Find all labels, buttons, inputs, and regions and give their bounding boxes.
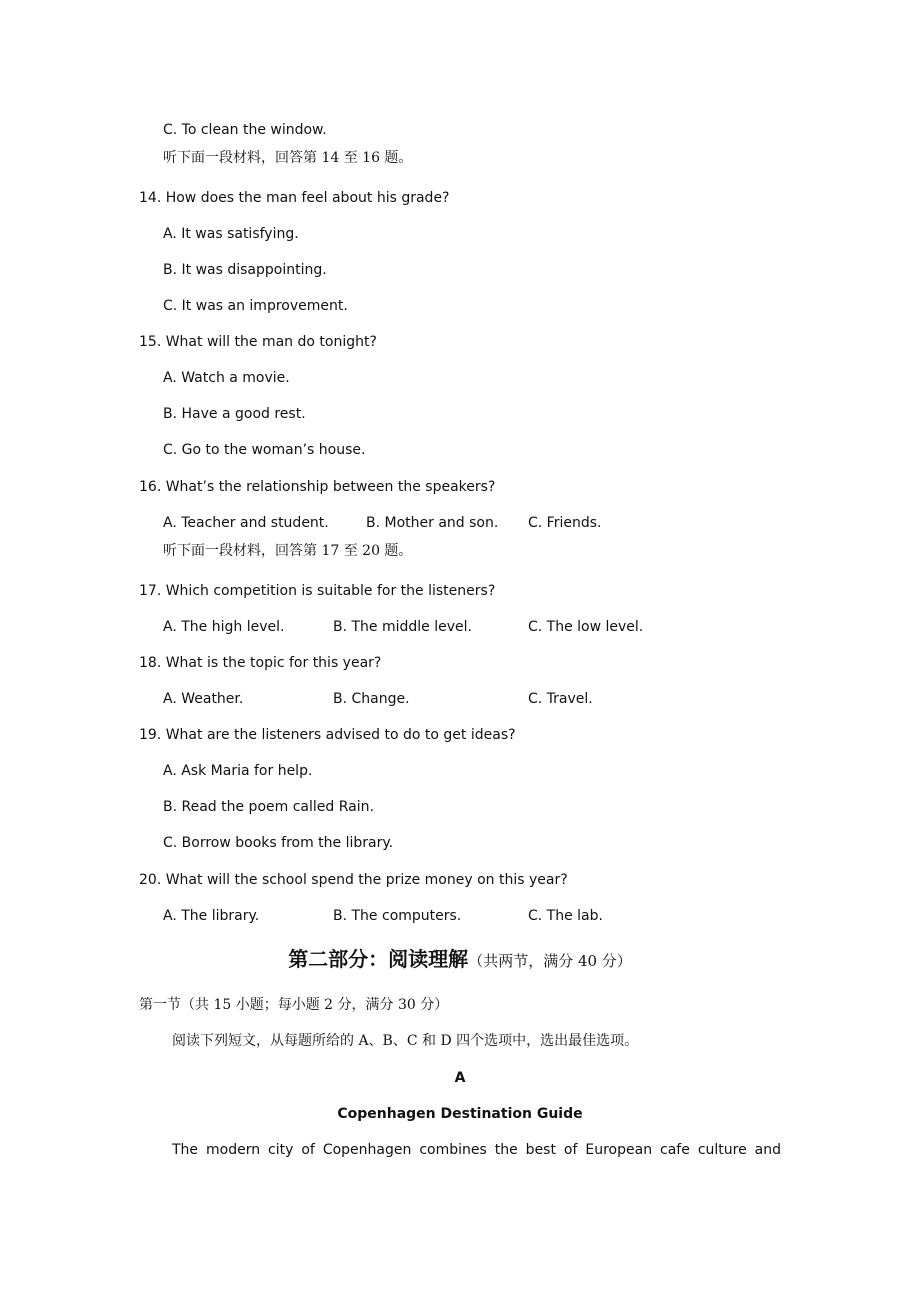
question-17: 17. Which competition is suitable for the listeners? — [139, 583, 496, 599]
option-c: C. Go to the woman’s house. — [163, 442, 366, 458]
option-b: B. Read the poem called Rain. — [163, 799, 374, 815]
option-a: A. It was satisfying. — [163, 226, 299, 242]
option-c: C. The lab. — [528, 908, 603, 924]
passage-text: The modern city of Copenhagen combines the best of European cafe culture and — [172, 1142, 781, 1158]
question-15: 15. What will the man do tonight? — [139, 334, 377, 350]
option-c: C. It was an improvement. — [163, 298, 348, 314]
question-19: 19. What are the listeners advised to do to get ideas? — [139, 727, 516, 743]
listening-instruction: 听下面一段材料，回答第 17 至 20 题。 — [163, 543, 413, 559]
passage-label: A — [454, 1070, 466, 1086]
question-20: 20. What will the school spend the prize money on this year? — [139, 872, 568, 888]
option-c: C. Friends. — [528, 515, 602, 531]
question-18: 18. What is the topic for this year? — [139, 655, 382, 671]
option-a: A. The library. — [163, 908, 260, 924]
section-title: 第一节（共 15 小题；每小题 2 分，满分 30 分） — [139, 997, 449, 1013]
passage-title: Copenhagen Destination Guide — [337, 1106, 583, 1122]
option-c: C. The low level. — [528, 619, 644, 635]
option-a: A. The high level. — [163, 619, 285, 635]
option-a: A. Teacher and student. — [163, 515, 329, 531]
option-b: B. The computers. — [333, 908, 462, 924]
option-a: A. Watch a movie. — [163, 370, 290, 386]
option-b: B. Mother and son. — [366, 515, 499, 531]
option-a: A. Weather. — [163, 691, 244, 707]
option-a: A. Ask Maria for help. — [163, 763, 313, 779]
option-c: C. To clean the window. — [163, 122, 327, 138]
option-b: B. Change. — [333, 691, 410, 707]
option-c: C. Borrow books from the library. — [163, 835, 394, 851]
question-14: 14. How does the man feel about his grade? — [139, 190, 450, 206]
question-16: 16. What’s the relationship between the speakers? — [139, 479, 496, 495]
part-title: 第二部分：阅读理解 — [288, 947, 469, 971]
reading-instruction: 阅读下列短文，从每题所给的 A、B、C 和 D 四个选项中，选出最佳选项。 — [172, 1033, 639, 1049]
option-c: C. Travel. — [528, 691, 593, 707]
option-b: B. The middle level. — [333, 619, 472, 635]
part-heading — [0, 947, 920, 973]
option-b: B. Have a good rest. — [163, 406, 306, 422]
part-note: （共两节，满分 40 分） — [468, 952, 632, 970]
listening-instruction: 听下面一段材料，回答第 14 至 16 题。 — [163, 150, 413, 166]
option-b: B. It was disappointing. — [163, 262, 327, 278]
